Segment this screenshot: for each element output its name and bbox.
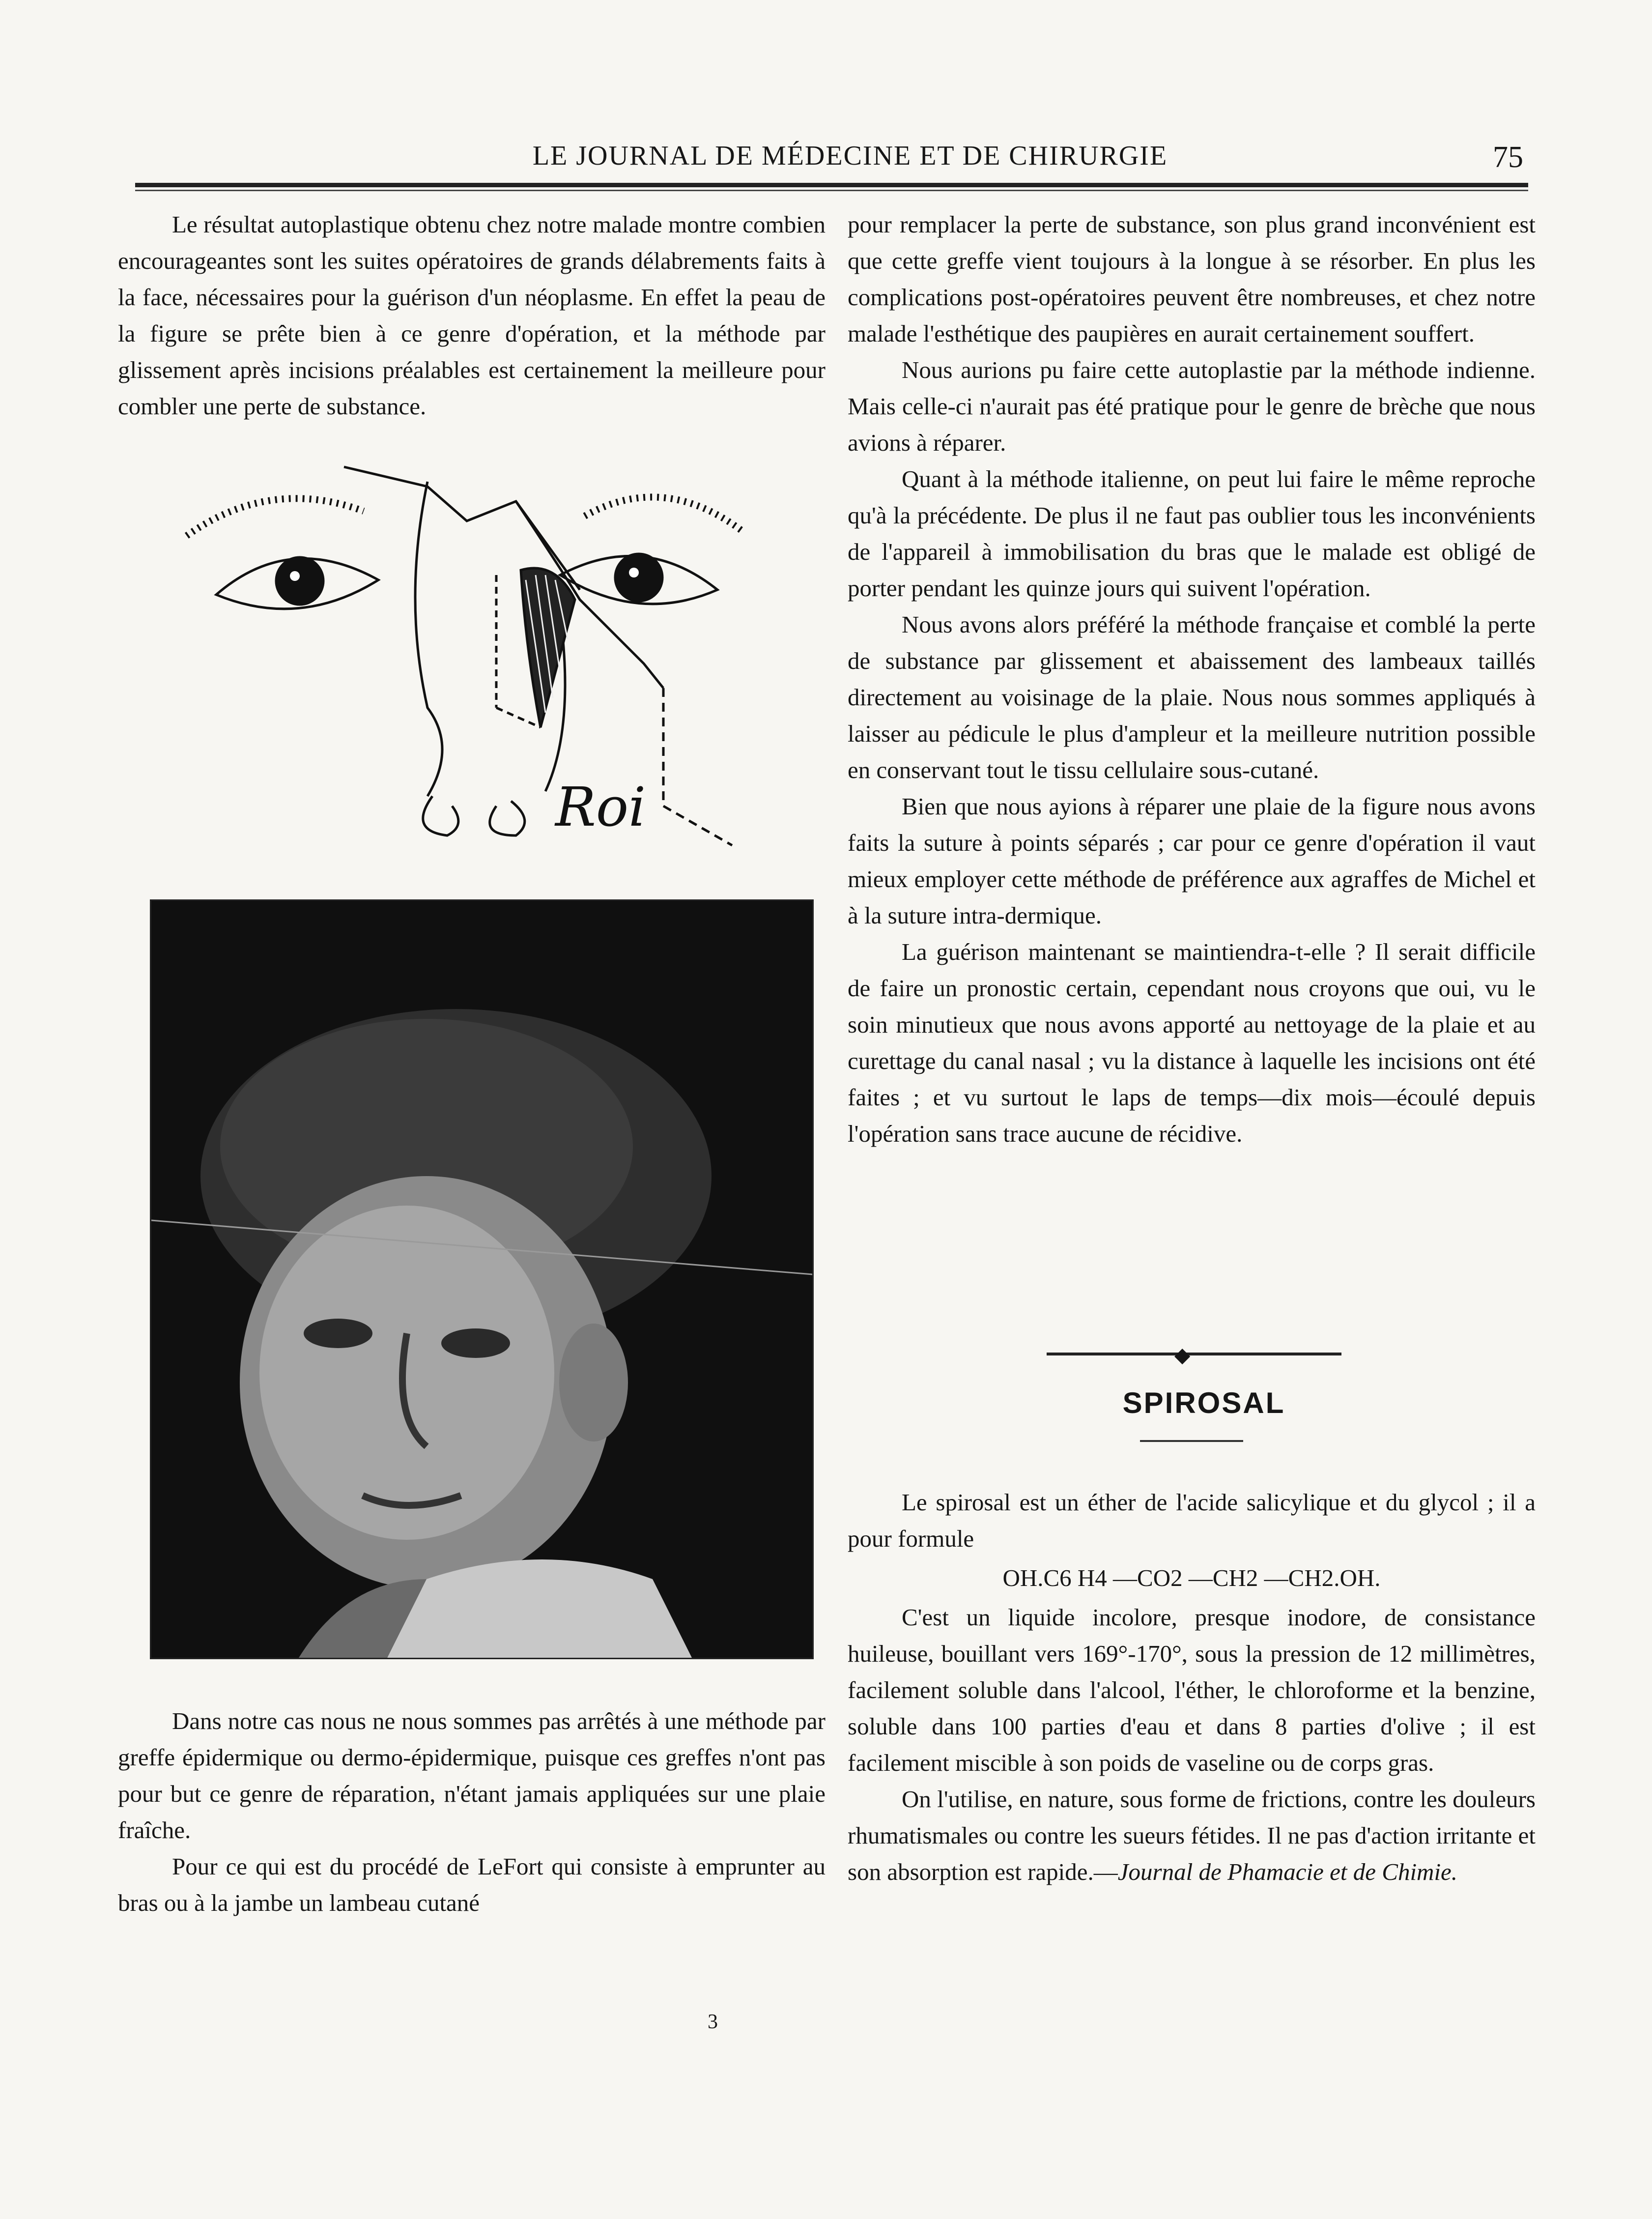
left-column-bottom (118, 1703, 826, 1921)
paragraph: Le résultat autoplastique obtenu chez notre malade montre combien encourageantes sont les suites opératoires de grands délabrements faits à la face, nécessaires pour la guérison d'un néoplasme. En effet la peau de la figure se prête bien à ce genre d'opération, et la méthode par glissement après incisions préalables est certainement la meilleure pour combler une perte de substance. (118, 211, 826, 420)
divider-ornament: ◆ (1174, 1343, 1191, 1367)
journal-citation: Journal de Phamacie et de Chimie. (1117, 1858, 1458, 1885)
paragraph: C'est un liquide incolore, presque inodore, de consistance huileuse, bouillant vers 169°-170°, sous la pression de 12 millimètres, facilement soluble dans l'alcool, l'éther, le chloroforme et la benzine, soluble dans 100 parties d'eau et dans 8 parties d'olive ; il est facilement miscible à son poids de vaseline ou de corps gras. (848, 1604, 1536, 1776)
section-divider (1047, 1353, 1341, 1355)
chemical-formula: OH.C6 H4 —CO2 —CH2 —CH2.OH. (1002, 1564, 1381, 1591)
photo-halftone (151, 901, 812, 1658)
header-rule (135, 183, 1528, 187)
paragraph: Bien que nous ayions à réparer une plaie de la figure nous avons faits la suture à points séparés ; car pour ce genre d'opération il vaut mieux employer cette méthode de préférence aux agraffes de Michel et à la suture intra-dermique. (848, 793, 1536, 929)
artist-signature: Roi (555, 776, 646, 838)
paragraph: pour remplacer la perte de substance, son plus grand inconvénient est que cette greffe vient toujours à la longue à se résorber. En plus les complications post-opératoires peuvent être nombreuses, et chez notre malade l'esthétique des paupières en aurait certainement souffert. (848, 211, 1536, 347)
left-column-top (118, 206, 826, 425)
incision-diagram (152, 452, 816, 860)
section-title: SPIROSAL (1122, 1386, 1285, 1419)
running-head (138, 140, 1523, 184)
paragraph (848, 1781, 1536, 1890)
running-title: LE JOURNAL DE MÉDECINE ET DE CHIRURGIE (532, 141, 1168, 171)
signature-folio: 3 (708, 2011, 718, 2033)
paragraph: Nous aurions pu faire cette autoplastie par la méthode indienne. Mais celle-ci n'aurait pas été pratique pour le genre de brèche que nous avions à réparer. (848, 356, 1536, 456)
paragraph: Dans notre cas nous ne nous sommes pas arrêtés à une méthode par greffe épidermique ou dermo-épidermique, puisque ces greffes n'ont pas pour but ce genre de réparation, n'étant jamais appliquées sur une plaie fraîche. (118, 1707, 826, 1844)
paragraph: Nous avons alors préféré la méthode française et comblé la perte de substance par glissement et abaissement des lambeaux taillés directement au voisinage de la plaie. Nous nous sommes appliqués à laisser au pédicule le plus d'ampleur et la meilleure nutrition possible en conservant tout le tissu cellulaire sous-cutané. (848, 611, 1536, 783)
page-number: 75 (1493, 141, 1523, 174)
paragraph: La guérison maintenant se maintiendra-t-elle ? Il serait difficile de faire un pronostic certain, cependant nous croyons que oui, vu le soin minutieux que nous avons apporté au nettoyage de la plaie et au curettage du canal nasal ; vu la distance à laquelle les incisions ont été faites ; et vu surtout le laps de temps—dix mois—écoulé depuis l'opération sans trace aucune de récidive. (848, 938, 1536, 1147)
paragraph-text: On l'utilise, en nature, sous forme de frictions, contre les douleurs rhumatismales ou contre les sueurs fétides. Il ne pas d'action irritante et son absorption est rapide.— (848, 1786, 1536, 1885)
spirosal-section (848, 1484, 1536, 1890)
paragraph: Quant à la méthode italienne, on peut lui faire le même reproche qu'à la précédente. De plus il ne faut pas oublier tous les inconvénients de l'appareil à immobilisation du bras que le malade est obligé de porter pendant les quinze jours qui suivent l'opération. (848, 465, 1536, 602)
right-column (848, 206, 1536, 1152)
header-rule-thin (135, 190, 1528, 191)
patient-photograph (150, 899, 814, 1659)
section-subrule (1140, 1440, 1243, 1442)
paragraph: Pour ce qui est du procédé de LeFort qui consiste à emprunter au bras ou à la jambe un lambeau cutané (118, 1853, 826, 1916)
paragraph: Le spirosal est un éther de l'acide salicylique et du glycol ; il a pour formule (848, 1489, 1536, 1552)
